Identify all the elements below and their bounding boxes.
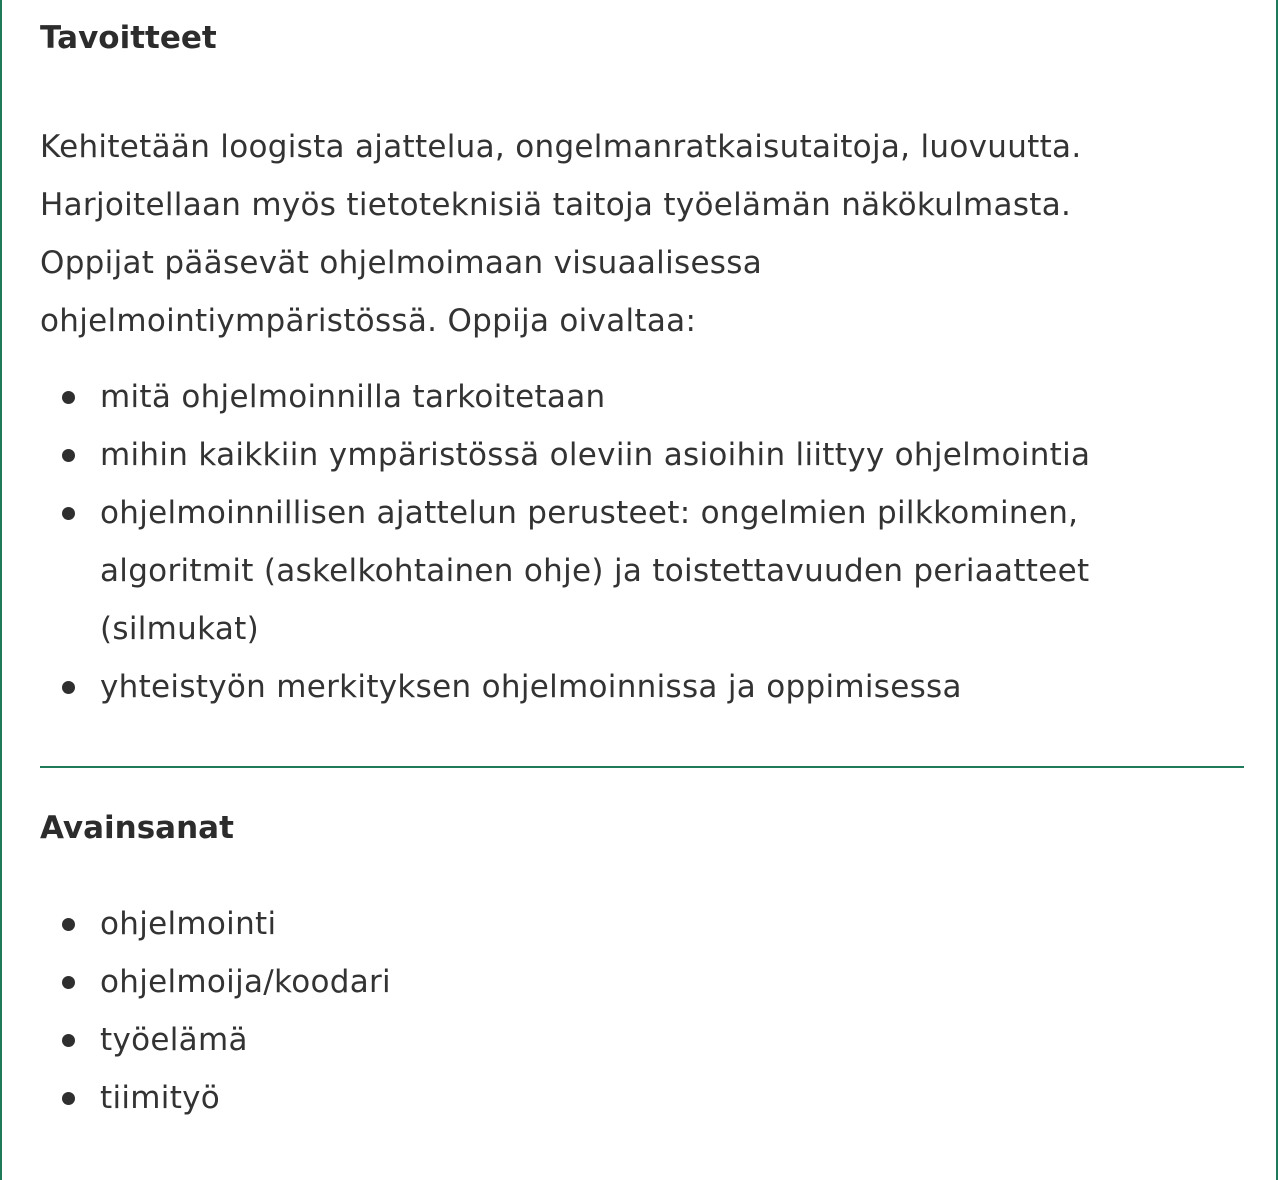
bullet-icon — [62, 449, 75, 462]
list-item — [40, 658, 1244, 716]
goals-section — [40, 19, 1244, 716]
bullet-icon — [62, 1034, 75, 1047]
list-item — [40, 368, 1244, 426]
list-item — [40, 1011, 1244, 1069]
list-item-line: algoritmit (askelkohtainen ohje) ja toistettavuuden periaatteet — [100, 553, 1090, 589]
list-item-line: mitä ohjelmoinnilla tarkoitetaan — [100, 379, 606, 415]
keywords-section — [40, 809, 1244, 1127]
goals-list — [40, 368, 1244, 716]
bullet-icon — [62, 507, 75, 520]
keyword-label: tiimityö — [100, 1080, 221, 1116]
keywords-list — [40, 895, 1244, 1127]
list-item-line: (silmukat) — [100, 611, 259, 647]
keyword-label: työelämä — [100, 1022, 248, 1058]
goals-intro-line: ohjelmointiympäristössä. Oppija oivaltaa: — [40, 303, 697, 339]
list-item — [40, 426, 1244, 484]
goals-heading: Tavoitteet — [40, 20, 217, 56]
list-item — [40, 953, 1244, 1011]
list-item — [40, 1069, 1244, 1127]
goals-intro-line: Oppijat pääsevät ohjelmoimaan visuaalisessa — [40, 245, 763, 281]
bullet-icon — [62, 918, 75, 931]
bullet-icon — [62, 391, 75, 404]
keyword-label: ohjelmoija/koodari — [100, 964, 391, 1000]
bullet-icon — [62, 976, 75, 989]
goals-intro — [40, 118, 1244, 350]
bullet-icon — [62, 681, 75, 694]
goals-intro-line: Kehitetään loogista ajattelua, ongelmanratkaisutaitoja, luovuutta. — [40, 129, 1082, 165]
list-item-line: ohjelmoinnillisen ajattelun perusteet: ongelmien pilkkominen, — [100, 495, 1079, 531]
list-item — [40, 484, 1244, 658]
list-item — [40, 895, 1244, 953]
keyword-label: ohjelmointi — [100, 906, 277, 942]
keywords-heading: Avainsanat — [40, 810, 234, 846]
list-item-line: mihin kaikkiin ympäristössä oleviin asioihin liittyy ohjelmointia — [100, 437, 1091, 473]
goals-intro-line: Harjoitellaan myös tietoteknisiä taitoja työelämän näkökulmasta. — [40, 187, 1072, 223]
bullet-icon — [62, 1092, 75, 1105]
section-divider — [40, 766, 1244, 768]
list-item-line: yhteistyön merkityksen ohjelmoinnissa ja oppimisessa — [100, 669, 962, 705]
